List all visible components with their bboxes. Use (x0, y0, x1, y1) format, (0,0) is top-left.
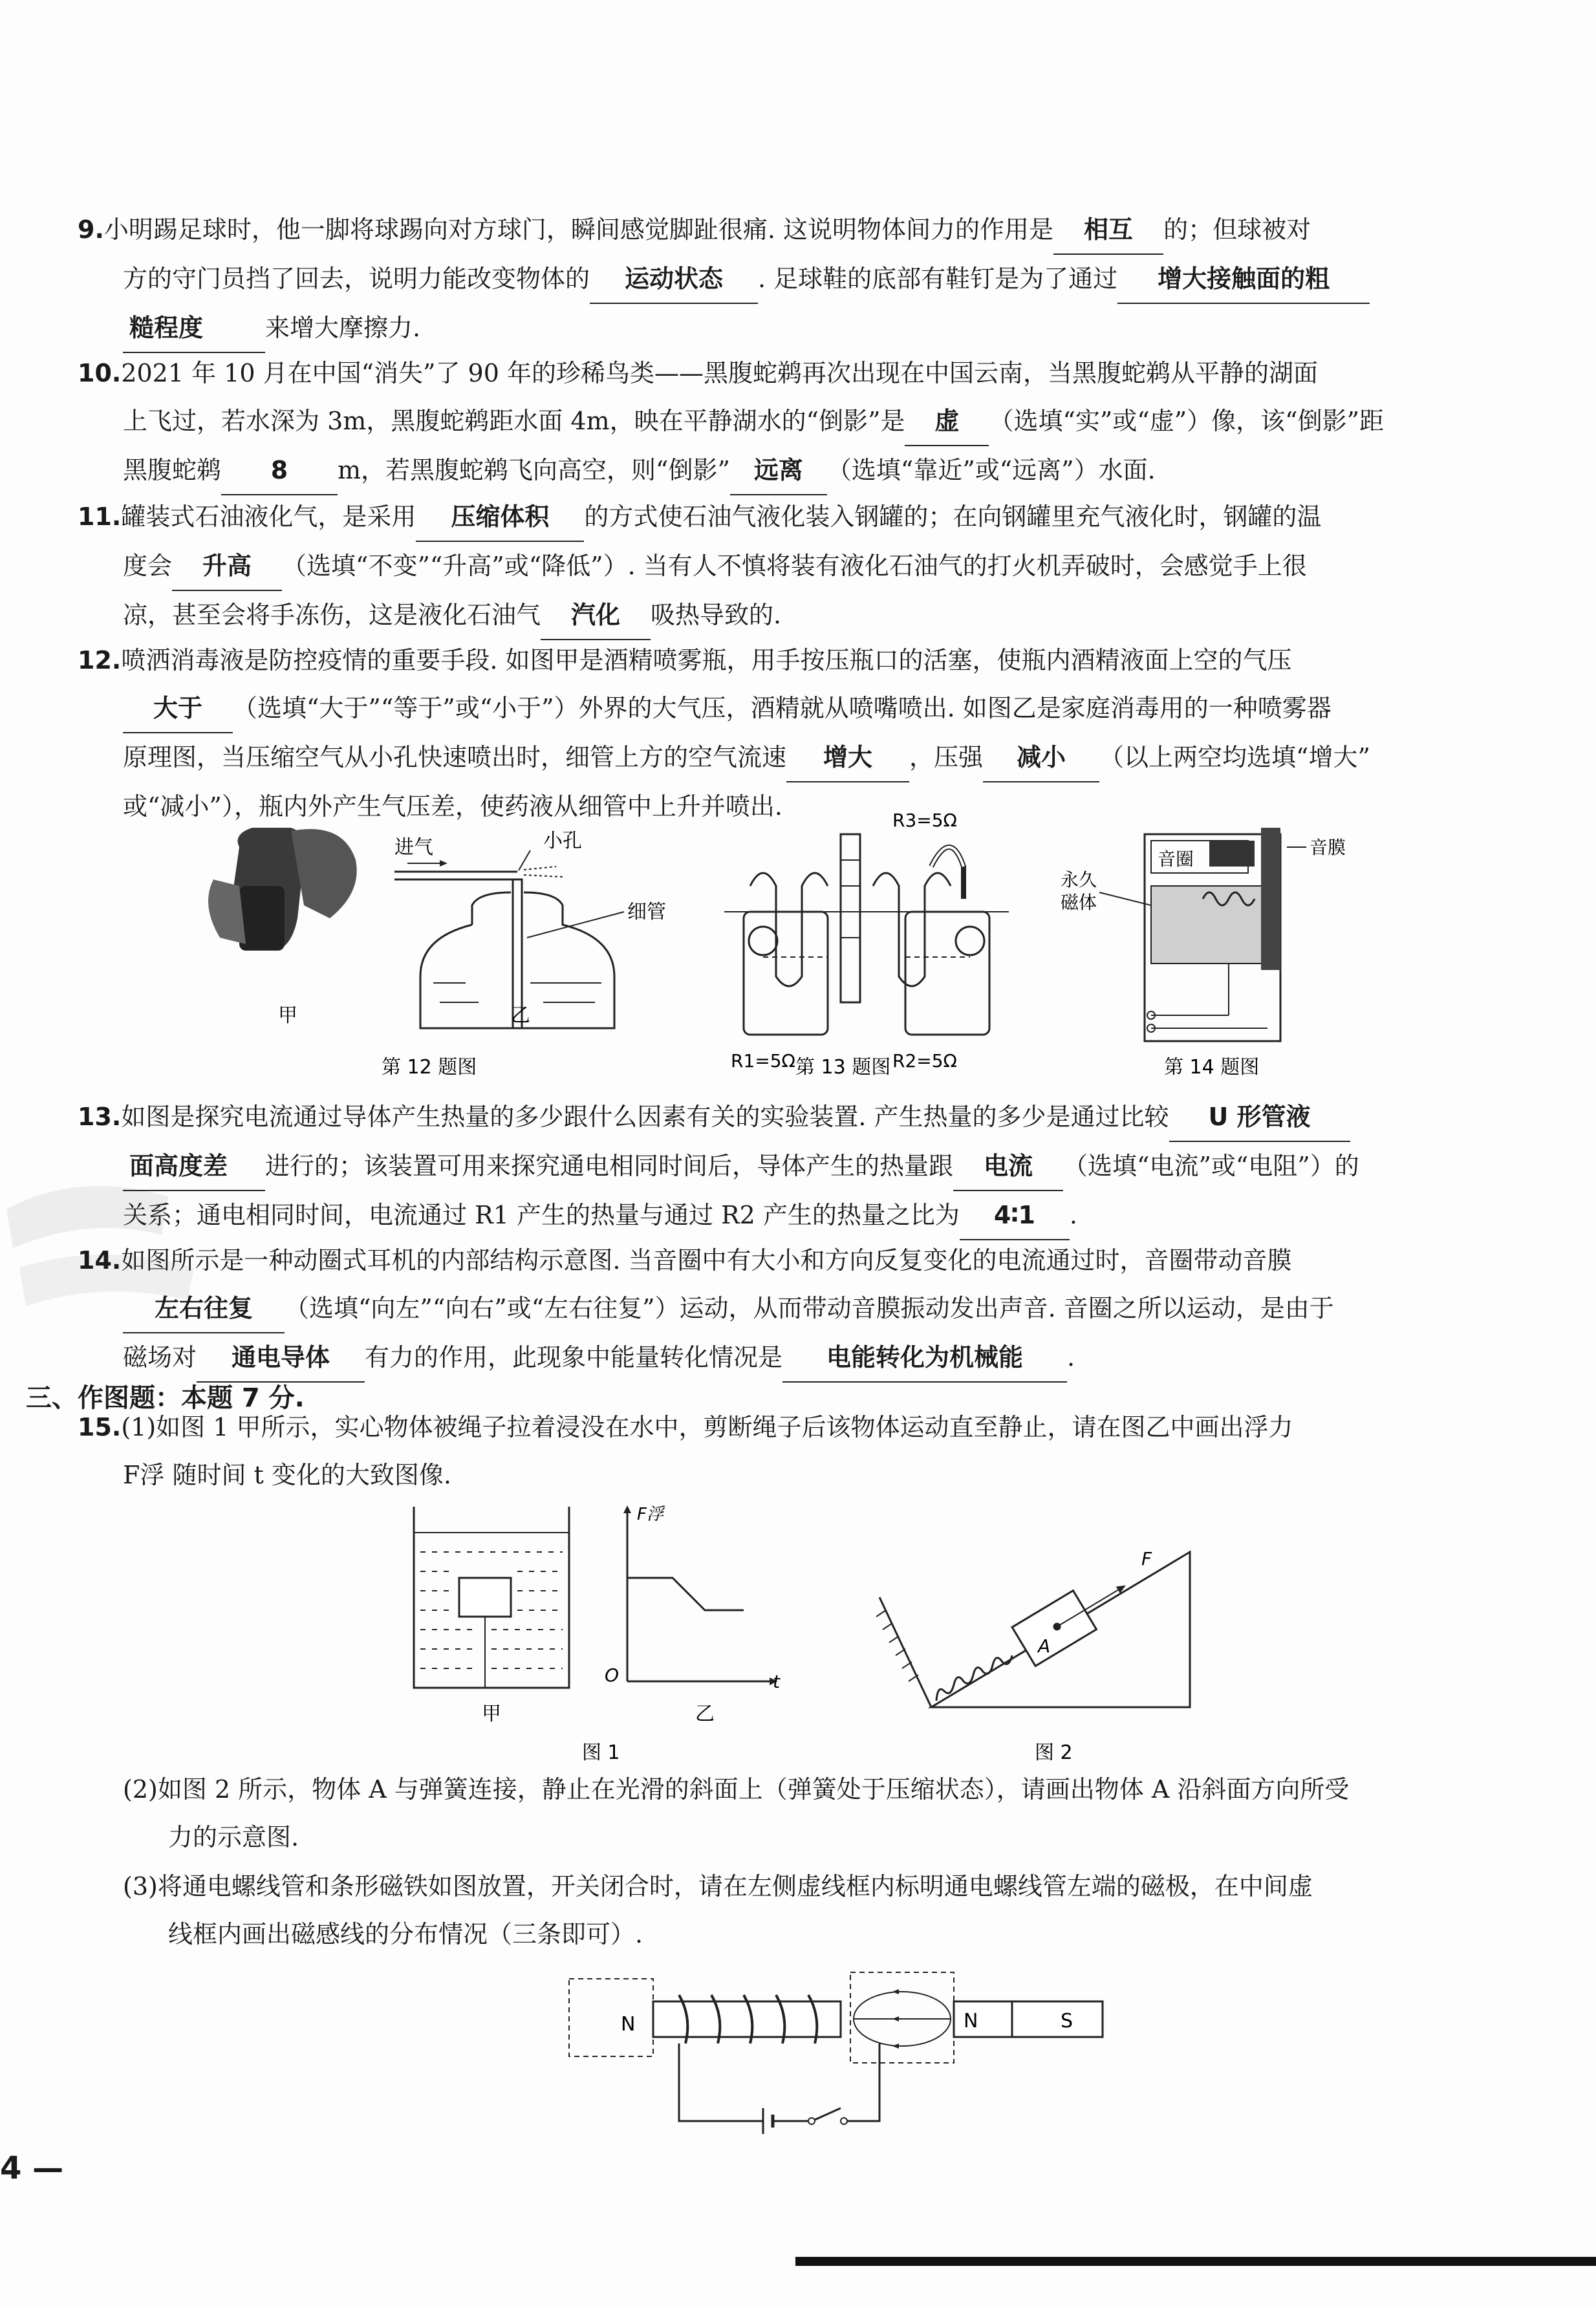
question-text: （选填“电流”或“电阻”）的 (1063, 1152, 1359, 1180)
question-text: （选填“实”或“虚”）像，该“倒影”距 (989, 407, 1384, 435)
question-text: 罐装式石油液化气，是采用 (121, 502, 416, 531)
question-text: （选填“靠近”或“远离”）水面. (826, 456, 1156, 484)
question-text: （选填“大于”“等于”或“小于”）外界的大气压，酒精就从喷嘴喷出. 如图乙是家庭消毒用的一种喷雾器 (233, 694, 1332, 722)
fig13-label-r3: R3=5Ω (892, 810, 957, 831)
question-text: . (1067, 1343, 1075, 1372)
fig1-label-t: t (773, 1671, 780, 1692)
fig3-solenoid-diagram (556, 1966, 1112, 2140)
fig14-label-magnet-1: 永久 (1061, 869, 1097, 890)
question-text: 的；但球被对 (1163, 215, 1311, 244)
fig1-jia-container (414, 1507, 569, 1688)
question-text: 喷洒消毒液是防控疫情的重要手段. 如图甲是酒精喷雾瓶，用手按压瓶口的活塞，使瓶内酒精液面上空的气压 (121, 646, 1292, 674)
fig3-label-S-magnet: S (1061, 2010, 1073, 2032)
fig13-u-tube-apparatus (724, 810, 1009, 1072)
question-text: 关系；通电相同时间，电流通过 R1 产生的热量与通过 R2 产生的热量之比为 (123, 1201, 960, 1229)
question-12 (78, 636, 1500, 830)
question-number: 12. (78, 646, 122, 674)
question-text: 力的示意图. (168, 1823, 299, 1851)
question-text: 原理图，当压缩空气从小孔快速喷出时，细管上方的空气流速 (123, 743, 787, 771)
question-number: 15. (78, 1413, 122, 1441)
question-text: (2)如图 2 所示，物体 A 与弹簧连接，静止在光滑的斜面上（弹簧处于压缩状态），请画出物体 A 沿斜面方向所受 (123, 1775, 1350, 1804)
answer-blank: 4∶1 (960, 1191, 1070, 1240)
question-number: 9. (78, 215, 104, 244)
answer-blank: U 形管液 (1169, 1093, 1350, 1142)
fig13-label-r2: R2=5Ω (892, 1050, 957, 1072)
fig1-yi-graph (623, 1505, 777, 1685)
answer-blank: 相互 (1053, 206, 1163, 255)
question-text: F浮 随时间 t 变化的大致图像. (123, 1461, 451, 1489)
answer-blank: 增大 (786, 733, 909, 782)
fig13-caption: 第 13 题图 (795, 1056, 891, 1079)
question-13 (78, 1093, 1500, 1240)
answer-blank: 糙程度 (123, 304, 265, 353)
fig3-middle-dashed-box (850, 1972, 954, 2063)
fig14-label-membrane: 音膜 (1310, 837, 1346, 858)
question-text: ，压强 (909, 743, 984, 771)
question-15-part-2 (123, 1765, 1494, 1861)
question-text: 上飞过，若水深为 3m，黑腹蛇鹈距水面 4m，映在平静湖水的“倒影”是 (123, 407, 905, 435)
question-15-part-3 (123, 1862, 1494, 1958)
page-number: 4 — (0, 2150, 64, 2186)
fig2-label-A: A (1038, 1635, 1051, 1657)
question-10 (78, 349, 1500, 495)
answer-blank: 升高 (172, 542, 282, 591)
question-14 (78, 1236, 1500, 1383)
question-text: 有力的作用，此现象中能量转化情况是 (365, 1343, 783, 1372)
fig2-caption: 图 2 (1035, 1741, 1073, 1764)
question-text: （选填“向左”“向右”或“左右往复”）运动，从而带动音膜振动发出声音. 音圈之所以运动，是由于 (285, 1294, 1334, 1322)
question-text: . 足球鞋的底部有鞋钉是为了通过 (758, 264, 1118, 293)
question-text: （选填“不变”“升高”或“降低”）. 当有人不慎将装有液化石油气的打火机弄破时，会感觉手上很 (282, 552, 1307, 580)
answer-blank: 左右往复 (123, 1284, 285, 1333)
fig13-label-r1: R1=5Ω (731, 1050, 795, 1072)
question-11 (78, 493, 1500, 640)
question-text: 吸热导致的. (651, 601, 782, 629)
fig12-label-jia: 甲 (278, 1004, 297, 1027)
question-text: . (1069, 1201, 1077, 1229)
fig1-label-O: O (605, 1665, 620, 1686)
question-15 (78, 1403, 1500, 1499)
question-text: 来增大摩擦力. (265, 314, 421, 342)
answer-blank: 远离 (730, 446, 827, 495)
fig12-label-tube: 细管 (627, 901, 666, 923)
fig14-caption: 第 14 题图 (1164, 1056, 1260, 1079)
figure-row-15 (388, 1494, 1267, 1765)
answer-blank: 电流 (953, 1142, 1063, 1191)
section-3-header: 三、作图题：本题 7 分. (26, 1383, 305, 1413)
question-text: 方的守门员挡了回去，说明力能改变物体的 (123, 264, 590, 293)
question-text: 如图所示是一种动圈式耳机的内部结构示意图. 当音圈中有大小和方向反复变化的电流通过时，音圈带动音膜 (121, 1246, 1292, 1275)
question-text: 如图是探究电流通过导体产生热量的多少跟什么因素有关的实验装置. 产生热量的多少是通过比较 (121, 1103, 1169, 1131)
question-text: (3)将通电螺线管和条形磁铁如图放置，开关闭合时，请在左侧虚线框内标明通电螺线管左端的磁极，在中间虚 (123, 1872, 1313, 1901)
fig2-incline-diagram (876, 1552, 1190, 1707)
question-text: 磁场对 (123, 1343, 197, 1372)
answer-blank: 运动状态 (590, 255, 758, 304)
question-text: 或“减小”），瓶内外产生气压差，使药液从细管中上升并喷出. (123, 792, 782, 821)
question-text: (1)如图 1 甲所示，实心物体被绳子拉着浸没在水中，剪断绳子后该物体运动直至静止，请在图乙中画出浮力 (121, 1413, 1293, 1441)
answer-blank: 虚 (905, 397, 989, 446)
fig12-label-hole: 小孔 (543, 830, 582, 852)
question-text: 小明踢足球时，他一脚将球踢向对方球门，瞬间感觉脚趾很痛. 这说明物体间力的作用是 (103, 215, 1054, 244)
fig1-label-jia: 甲 (482, 1703, 501, 1725)
fig1-label-F: F浮 (637, 1505, 663, 1524)
question-number: 14. (78, 1246, 122, 1275)
fig12-sprayer-diagram (394, 830, 666, 1028)
question-number: 13. (78, 1103, 122, 1131)
fig12-caption: 第 12 题图 (382, 1056, 477, 1079)
question-number: 11. (78, 502, 122, 531)
question-text: 线框内画出磁感线的分布情况（三条即可）. (168, 1920, 643, 1948)
fig3-left-dashed-box (569, 1979, 653, 2056)
figure-row-12-14 (194, 808, 1423, 1093)
fig3-label-N-magnet: N (964, 2010, 978, 2032)
question-text: 凉，甚至会将手冻伤，这是液化石油气 (123, 601, 541, 629)
answer-blank: 汽化 (541, 591, 651, 640)
answer-blank: 增大接触面的粗 (1117, 255, 1370, 304)
question-text: 黑腹蛇鹈 (123, 456, 222, 484)
fig14-earphone-diagram (1061, 828, 1346, 1041)
question-text: m，若黑腹蛇鹈飞向高空，则“倒影” (338, 456, 730, 484)
fig14-label-magnet-2: 磁体 (1061, 892, 1097, 913)
answer-blank: 减小 (983, 733, 1099, 782)
fig1-caption: 图 1 (582, 1741, 620, 1764)
question-text: 度会 (123, 552, 173, 580)
fig3-label-N-left: N (621, 2013, 636, 2036)
question-text: 进行的；该装置可用来探究通电相同时间后，导体产生的热量跟 (265, 1152, 954, 1180)
question-number: 10. (78, 359, 122, 387)
answer-blank: 大于 (123, 684, 233, 733)
fig12-label-inlet: 进气 (394, 836, 433, 859)
answer-blank: 电能转化为机械能 (782, 1333, 1067, 1383)
fig1-label-yi: 乙 (695, 1703, 715, 1725)
fig2-label-F: F (1141, 1548, 1152, 1569)
bottom-edge-bar (795, 2257, 1596, 2266)
question-text: （以上两空均选填“增大” (1099, 743, 1370, 771)
fig12-spray-bottle-photo (208, 828, 357, 951)
fig14-label-coil: 音圈 (1158, 848, 1194, 870)
fig12-label-yi: 乙 (511, 1004, 530, 1027)
answer-blank: 压缩体积 (416, 493, 584, 542)
question-9 (78, 206, 1500, 353)
question-text: 的方式使石油气液化装入钢罐的；在向钢罐里充气液化时，钢罐的温 (584, 502, 1322, 531)
answer-blank: 8 (221, 446, 338, 495)
answer-blank: 通电导体 (197, 1333, 365, 1383)
question-text: 2021 年 10 月在中国“消失”了 90 年的珍稀鸟类——黑腹蛇鹈再次出现在中国云南，当黑腹蛇鹈从平静的湖面 (121, 359, 1318, 387)
answer-blank: 面高度差 (123, 1142, 265, 1191)
